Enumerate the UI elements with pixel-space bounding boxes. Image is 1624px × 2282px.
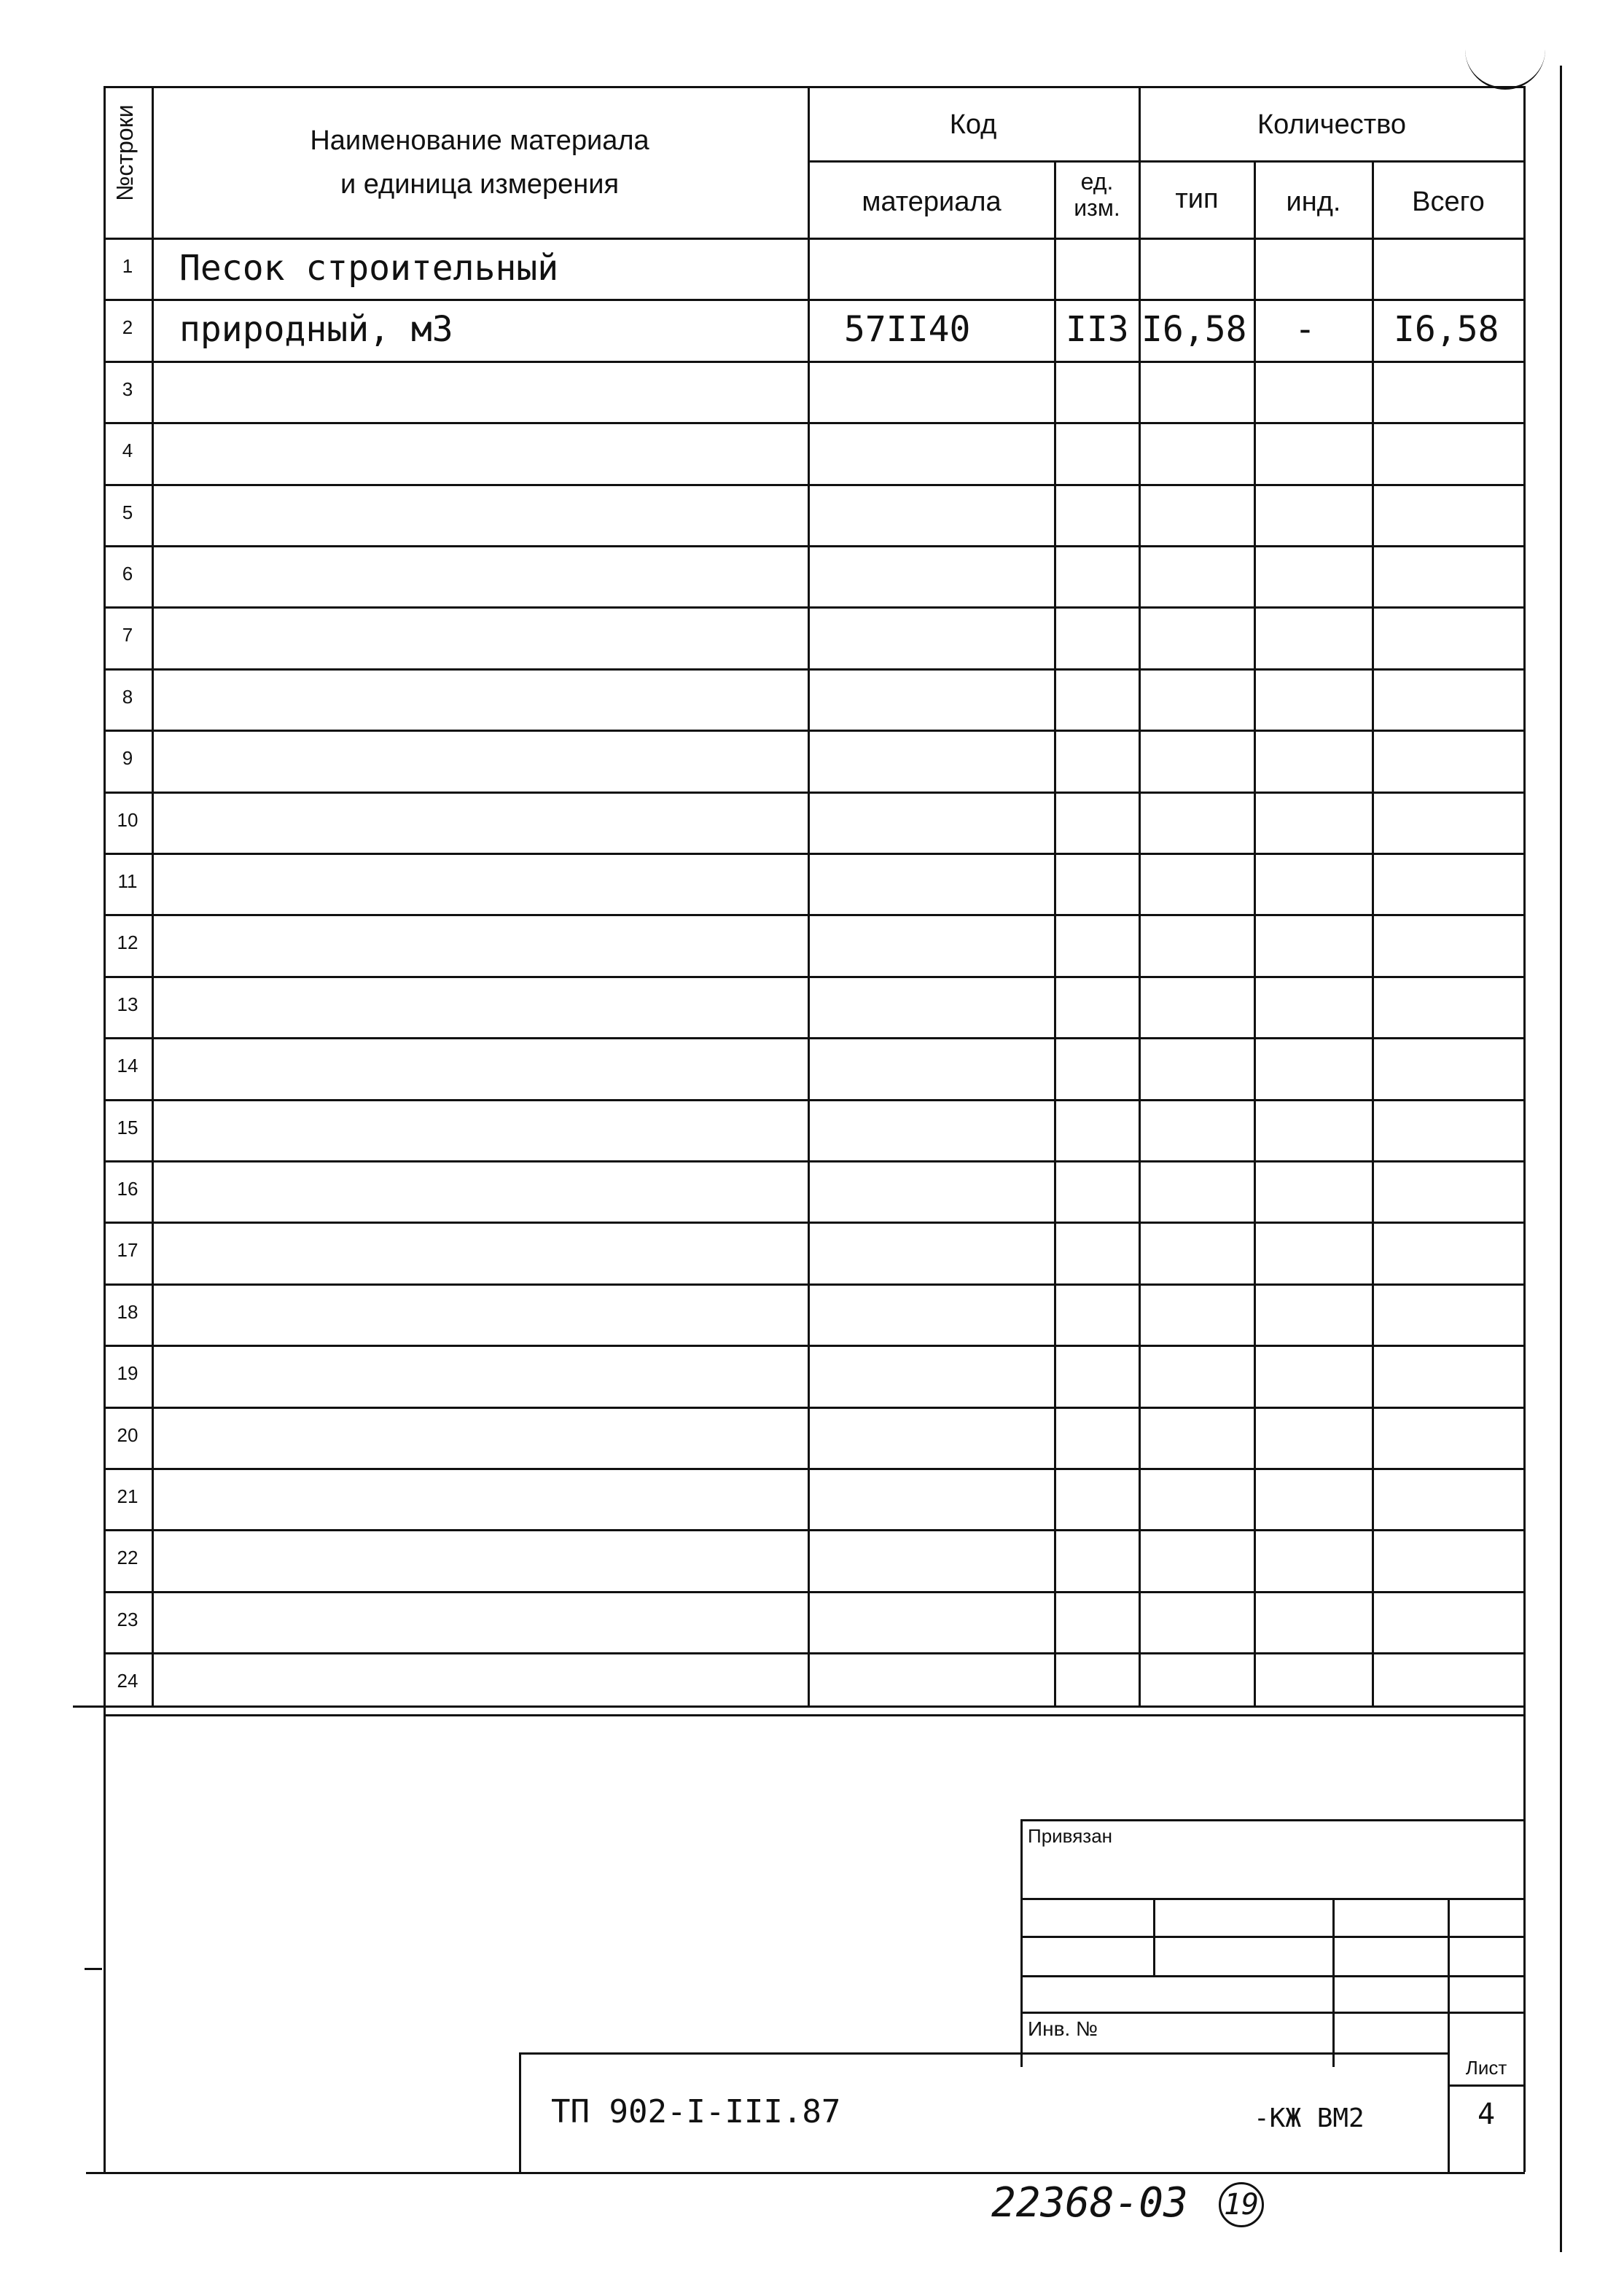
frame-tick xyxy=(85,1968,102,1970)
row-line xyxy=(104,1468,1525,1470)
row-1-name: Песок строительный xyxy=(179,248,559,289)
row-number: 4 xyxy=(122,439,133,461)
row-number: 6 xyxy=(122,563,133,585)
row-line xyxy=(104,1099,1525,1101)
header-mid-line xyxy=(808,160,1525,163)
row-number: 5 xyxy=(122,501,133,523)
row-2-type-qty: I6,58 xyxy=(1141,309,1247,350)
row-line xyxy=(104,422,1525,424)
frame-right-lower xyxy=(1523,1705,1526,2172)
sheet-label: Лист xyxy=(1465,2057,1507,2079)
row-number: 8 xyxy=(122,686,133,708)
row-number: 17 xyxy=(117,1239,138,1261)
ind-header: инд. xyxy=(1286,187,1341,217)
attached-label: Привязан xyxy=(1028,1825,1113,1847)
row-line xyxy=(104,1529,1525,1531)
row-number: 12 xyxy=(117,931,138,953)
row-line xyxy=(104,1160,1525,1163)
row-number: 3 xyxy=(122,378,133,400)
header-bottom-line xyxy=(104,238,1525,240)
row-number: 15 xyxy=(117,1117,138,1138)
row-2-material-code: 57II40 xyxy=(844,309,971,350)
frame-left-lower xyxy=(104,1705,106,2172)
corner-arc xyxy=(1465,44,1545,90)
name-header-line2: и единица измерения xyxy=(340,169,620,200)
row-number: 10 xyxy=(117,809,138,831)
row-line xyxy=(104,792,1525,794)
row-line xyxy=(104,1652,1525,1654)
row-line xyxy=(104,1037,1525,1039)
col-divider-ind xyxy=(1372,160,1374,1705)
table-top-border xyxy=(104,86,1525,88)
name-header-line1: Наименование материала xyxy=(310,125,649,156)
row-line xyxy=(104,668,1525,671)
row-number: 1 xyxy=(122,255,133,277)
row-line xyxy=(104,484,1525,486)
archive-number: 22368-03 xyxy=(991,2179,1188,2227)
circled-number: 19 xyxy=(1219,2182,1264,2227)
row-line xyxy=(104,914,1525,916)
row-line xyxy=(104,1407,1525,1409)
frame-bottom-line xyxy=(86,2172,1525,2174)
col-divider-type xyxy=(1254,160,1256,1705)
row-line xyxy=(104,976,1525,978)
row-line xyxy=(104,853,1525,855)
doc-stamp-top-line xyxy=(519,2052,1448,2055)
total-header: Всего xyxy=(1412,187,1485,217)
doc-stamp-left-line xyxy=(519,2052,521,2172)
col-divider-material xyxy=(1054,160,1056,1705)
row-number: 20 xyxy=(117,1424,138,1446)
page-right-edge-line xyxy=(1560,66,1562,2252)
stamp-col-2 xyxy=(1332,1898,1335,2067)
row-line xyxy=(104,299,1525,301)
inventory-number-label: Инв. № xyxy=(1028,2017,1098,2040)
row-2-name: природный, м3 xyxy=(179,309,453,350)
row-line xyxy=(104,1345,1525,1347)
row-number: 11 xyxy=(117,870,138,892)
row-line xyxy=(104,1222,1525,1224)
row-line xyxy=(104,606,1525,609)
col-divider-name xyxy=(808,86,810,1705)
col-divider-code xyxy=(1139,86,1141,1705)
row-line xyxy=(104,1714,1525,1716)
row-number: 14 xyxy=(117,1055,138,1076)
document-code: ТП 902-I-III.87 xyxy=(551,2093,841,2130)
stamp-col-3 xyxy=(1448,1898,1450,2172)
row-number: 19 xyxy=(117,1362,138,1384)
row-number: 24 xyxy=(117,1670,138,1692)
row-number-header: №строки xyxy=(112,104,138,201)
code-header: Код xyxy=(949,109,997,140)
row-2-ind-qty: - xyxy=(1295,309,1316,350)
document-suffix: -КЖ ВМ2 xyxy=(1254,2103,1365,2133)
unit-header-line2: изм. xyxy=(1074,195,1120,221)
row-number: 22 xyxy=(117,1547,138,1568)
row-line xyxy=(104,1283,1525,1286)
quantity-header: Количество xyxy=(1257,109,1407,140)
col-divider-rownum xyxy=(152,86,154,1705)
unit-header-line1: ед. xyxy=(1080,168,1114,195)
sheet-label-line xyxy=(1448,2084,1523,2087)
row-2-unit: II3 xyxy=(1066,309,1129,350)
table-right-border xyxy=(1523,86,1526,1705)
row-number: 23 xyxy=(117,1609,138,1630)
row-number: 21 xyxy=(117,1485,138,1507)
table-bottom-line xyxy=(73,1705,1525,1708)
stamp-left-line xyxy=(1020,1819,1023,2067)
row-2-total-qty: I6,58 xyxy=(1394,309,1499,350)
row-number: 7 xyxy=(122,624,133,646)
row-number: 9 xyxy=(122,747,133,769)
sheet-number: 4 xyxy=(1477,2098,1496,2131)
row-number: 2 xyxy=(122,316,133,338)
row-number: 16 xyxy=(117,1178,138,1200)
row-number: 13 xyxy=(117,993,138,1015)
stamp-col-1 xyxy=(1153,1898,1155,1975)
row-line xyxy=(104,1591,1525,1593)
row-line xyxy=(104,730,1525,732)
stamp-top-line xyxy=(1020,1819,1523,1821)
row-number: 18 xyxy=(117,1301,138,1323)
row-line xyxy=(104,361,1525,363)
row-line xyxy=(104,545,1525,547)
type-header: тип xyxy=(1175,184,1219,214)
material-code-header: материала xyxy=(862,187,1002,217)
